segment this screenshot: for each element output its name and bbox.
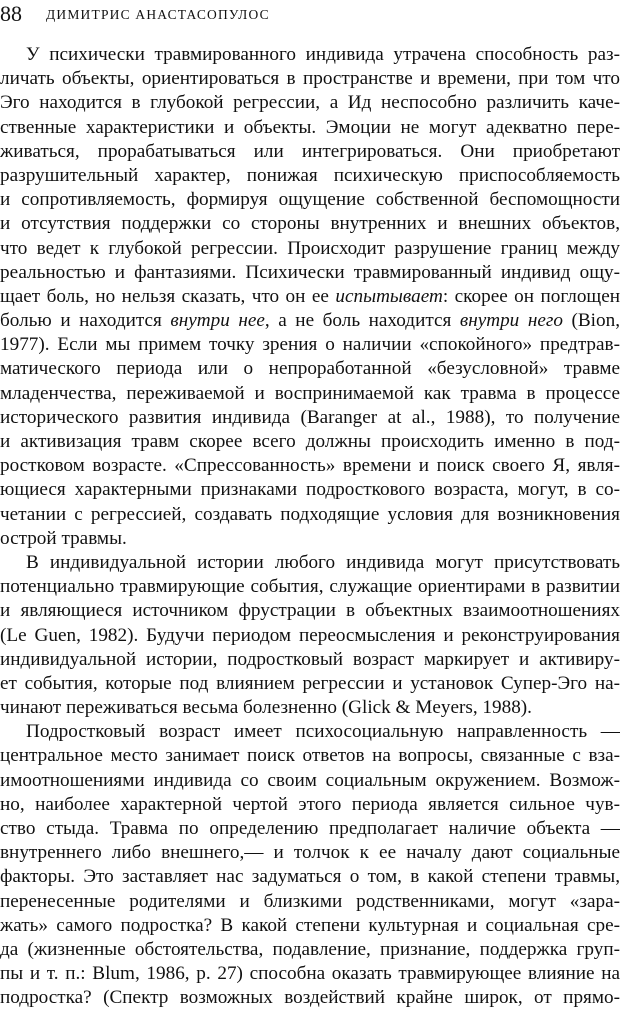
page-number: 88 (0, 1, 22, 26)
text-line: Подростковый возраст имеет психосоциальную направленность — (26, 721, 620, 743)
text-line: перенесенные родителями и близкими родственниками, могут «зара- (0, 890, 620, 912)
text-line: острой травмы. (0, 527, 127, 549)
text-segment: щает боль, но нельзя сказать, что он ее (0, 285, 336, 307)
body-text (0, 43, 620, 1011)
emphasized-text: внутри нее (170, 310, 265, 332)
text-line: 1977). Если мы примем точку зрения о наличии «спокойного» предтрав- (0, 334, 620, 356)
text-line: ющиеся характерными признаками подросткового возраста, могут, в со- (0, 479, 620, 501)
text-line: индивидуальной истории, подростковый возраст маркирует и активиру- (0, 648, 620, 670)
text-line: но, наиболее характерной чертой этого периода является сильное чув- (0, 793, 620, 815)
text-line: пы и т. п.: Blum, 1986, p. 27) способна оказать травмирующее влияние на (0, 963, 620, 985)
text-line: разрушительный характер, понижая психическую приспособляемость (0, 164, 620, 186)
text-line: и являющиеся источником фрустрации в объектных взаимоотношениях (0, 600, 620, 622)
text-line: личать объекты, ориентироваться в пространстве и времени, при том что (0, 68, 620, 90)
page-header (0, 0, 620, 28)
text-line: ростковом возрасте. «Спрессованность» времени и поиск своего Я, явля- (0, 455, 620, 477)
text-line: факторы. Это заставляет нас задуматься о том, в какой степени травмы, (0, 866, 620, 888)
text-line: центральное место занимает поиск ответов на вопросы, связанные с вза- (0, 745, 620, 767)
text-line: потенциально травмирующие события, служащие ориентирами в развитии (0, 576, 620, 598)
text-line: ственные характеристики и объекты. Эмоции не могут адекватно пере- (0, 116, 620, 138)
text-line: Эго находится в глубокой регрессии, а Ид неспособно различить каче- (0, 92, 620, 114)
text-line: В индивидуальной истории любого индивида могут присутствовать (26, 551, 620, 573)
emphasized-text: испытывает (335, 285, 443, 307)
text-segment: , а не боль находится (264, 310, 460, 332)
text-segment: (Bion, (562, 310, 620, 332)
running-head: ДИМИТРИС АНАСТАСОПУЛОС (46, 7, 270, 22)
text-line: подростка? (Спектр возможных воздействий крайне широк, от прямо- (0, 987, 620, 1009)
text-line: и отсутствия поддержки со стороны внутренних и внешних объектов, (0, 213, 620, 235)
text-line: чинают переживаться весьма болезненно (Glick & Meyers, 1988). (0, 697, 532, 719)
text-line: и сопротивляемость, формируя ощущение собственной беспомощности (0, 189, 620, 211)
text-line: имоотношениями индивида со своим социальным окружением. Возмож- (0, 769, 620, 791)
text-line: да (жизненные обстоятельства, подавление, признание, поддержка груп- (0, 938, 620, 960)
text-line (0, 285, 620, 309)
text-line: ет события, которые под влиянием регрессии и установок Супер-Эго на- (0, 672, 620, 694)
text-line: матического периода или о непроработанной «безусловной» травме (0, 358, 620, 380)
emphasized-text: внутри него (459, 310, 563, 332)
text-line: У психически травмированного индивида утрачена способность раз- (26, 44, 620, 65)
text-line: исторического развития индивида (Baranger at al., 1988), то получение (0, 406, 620, 428)
text-line: ство стыда. Травма по определению предполагает наличие объекта — (0, 818, 620, 839)
text-segment: болью и находится (0, 310, 171, 332)
text-line: реальностью и фантазиями. Психически травмированный индивид ощу- (0, 261, 620, 283)
text-line (0, 309, 620, 333)
text-segment: : скорее он поглощен (442, 285, 620, 307)
text-line: младенчества, переживаемой и воспринимаемой как травма в процессе (0, 382, 620, 404)
text-line: живаться, прорабатываться или интегрироваться. Они приобретают (0, 140, 620, 162)
text-line: внутреннего либо внешнего,— и толчок к ее началу дают социальные (0, 842, 620, 864)
text-line: жать» самого подростка? В какой степени культурная и социальная сре- (0, 914, 620, 936)
text-line: и активизация травм скорее всего должны происходить именно в под- (0, 431, 620, 452)
text-line: (Le Guen, 1982). Будучи периодом переосмысления и реконструирования (0, 624, 620, 646)
text-line: четании с регрессией, создавать подходящие условия для возникновения (0, 503, 620, 525)
text-line: что ведет к глубокой регрессии. Происходит разрушение границ между (0, 237, 620, 259)
